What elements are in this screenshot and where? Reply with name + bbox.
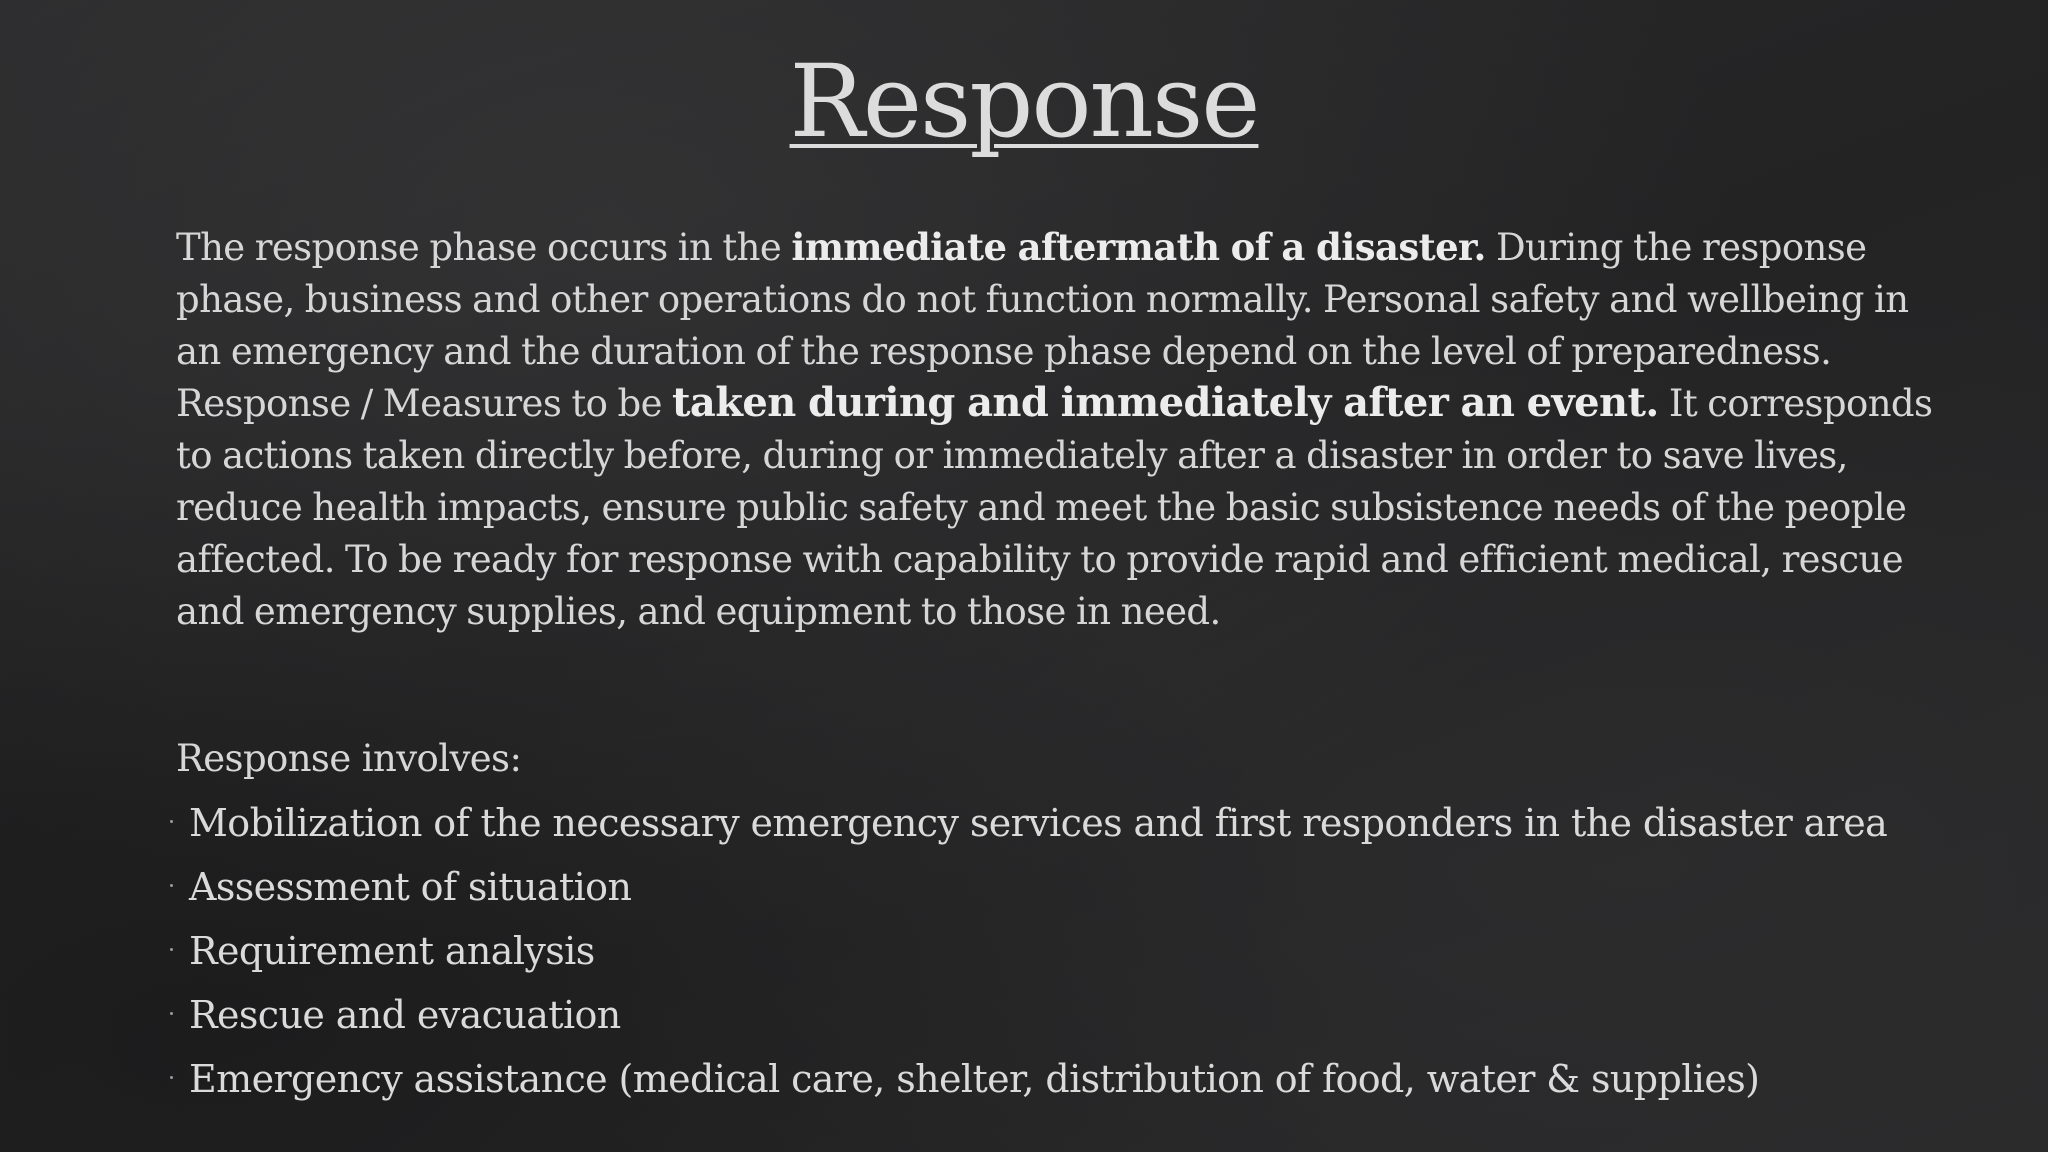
paragraph-segment: It corresponds to actions taken directly before, during or immediately after a disaster in order to save lives, reduce health impacts, ensure public safety and meet the basic subsistence needs of the people affected. To be ready for response with capability to provide rapid and efficient medical, rescue and emergency supplies, and equipment to those in need. (176, 382, 1933, 633)
list-item-text: Emergency assistance (medical care, shelter, distribution of food, water & supplies) (189, 1057, 1760, 1101)
list-item (170, 1052, 2030, 1116)
paragraph-emphasis: taken during and immediately after an event. (672, 379, 1659, 427)
bullet-dot-icon (170, 884, 173, 887)
list-item (170, 924, 2030, 988)
list-item-text: Requirement analysis (189, 929, 595, 973)
involves-heading: Response involves: (176, 737, 522, 780)
bullet-dot-icon (170, 948, 173, 951)
paragraph-emphasis: immediate aftermath of a disaster. (791, 225, 1486, 269)
bullet-dot-icon (170, 1076, 173, 1079)
list-item (170, 988, 2030, 1052)
bullet-dot-icon (170, 1012, 173, 1015)
list-item-text: Assessment of situation (189, 865, 632, 909)
bullet-dot-icon (170, 820, 173, 823)
slide-title: Response (789, 43, 1259, 160)
bullet-list (170, 796, 2030, 1116)
paragraph-segment: The response phase occurs in the (176, 226, 792, 269)
list-item (170, 796, 2030, 860)
intro-paragraph (176, 222, 1936, 637)
list-item-text: Rescue and evacuation (189, 993, 621, 1037)
paragraph-segment: During the response phase, business and other operations do not function normally. Personal safety and wellbeing in an emergency and the duration of the response phase depend on the level of preparedness. Response / Measures to be (176, 226, 1909, 426)
list-item (170, 860, 2030, 924)
list-item-text: Mobilization of the necessary emergency services and first responders in the disaster area (189, 801, 1888, 845)
